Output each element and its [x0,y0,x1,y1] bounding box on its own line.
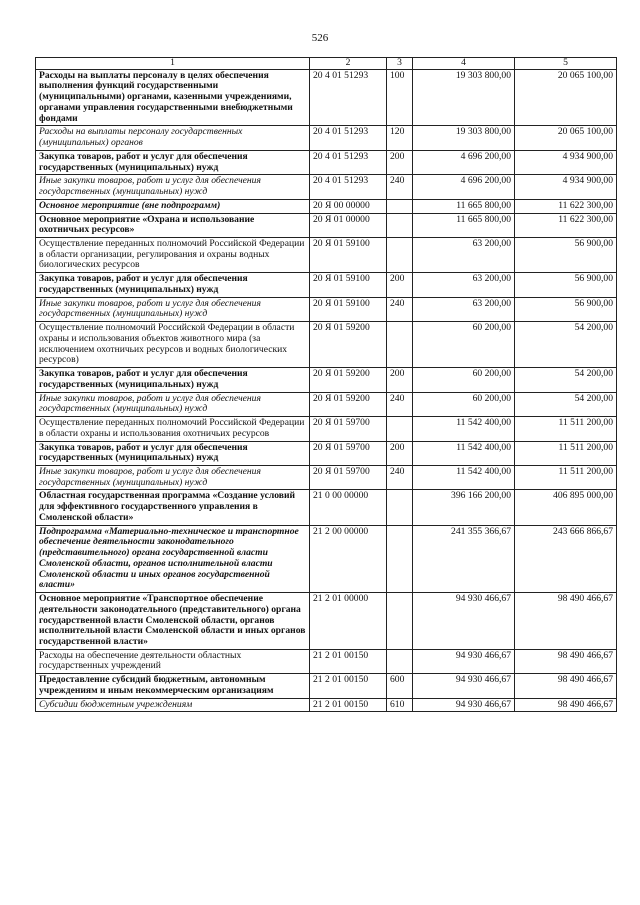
row-sum-year2-cell: 11 511 200,00 [515,465,617,489]
budget-table [35,57,617,712]
row-expense-type-cell: 200 [387,441,413,465]
row-expense-type-cell: 240 [387,465,413,489]
row-sum-year1-cell: 94 930 466,67 [413,698,515,712]
row-sum-year2-cell: 54 200,00 [515,322,617,368]
row-code-cell: 20 4 01 51293 [310,69,387,126]
row-sum-year2-cell: 54 200,00 [515,368,617,392]
row-name-cell: Осуществление переданных полномочий Российской Федерации в области охраны и использования охотничьих ресурсов [36,417,310,441]
row-name-cell: Субсидии бюджетным учреждениям [36,698,310,712]
table-row [36,175,617,199]
row-sum-year2-cell: 4 934 900,00 [515,150,617,174]
row-sum-year1-cell: 60 200,00 [413,392,515,416]
row-sum-year1-cell: 4 696 200,00 [413,150,515,174]
row-sum-year2-cell: 20 065 100,00 [515,126,617,150]
column-header-code: 2 [310,58,387,70]
row-sum-year2-cell: 4 934 900,00 [515,175,617,199]
row-expense-type-cell: 600 [387,674,413,698]
page-number: 526 [311,32,329,44]
table-row [36,593,617,650]
row-name-cell: Закупка товаров, работ и услуг для обеспечения государственных (муниципальных) нужд [36,273,310,297]
row-expense-type-cell: 240 [387,175,413,199]
row-sum-year2-cell: 54 200,00 [515,392,617,416]
column-header-sum-2: 5 [515,58,617,70]
row-expense-type-cell: 200 [387,150,413,174]
row-name-cell: Областная государственная программа «Создание условий для эффективного государственного управления в Смоленской области» [36,490,310,525]
table-row [36,199,617,213]
row-expense-type-cell [387,199,413,213]
row-code-cell: 20 Я 01 00000 [310,213,387,237]
table-row [36,525,617,592]
row-name-cell: Основное мероприятие (вне подпрограмм) [36,199,310,213]
row-code-cell: 20 Я 01 59700 [310,417,387,441]
row-expense-type-cell: 120 [387,126,413,150]
table-row [36,392,617,416]
row-sum-year1-cell: 63 200,00 [413,238,515,273]
table-row [36,490,617,525]
row-sum-year1-cell: 11 665 800,00 [413,213,515,237]
row-expense-type-cell [387,593,413,650]
row-sum-year1-cell: 11 665 800,00 [413,199,515,213]
row-sum-year1-cell: 4 696 200,00 [413,175,515,199]
row-name-cell: Основное мероприятие «Транспортное обеспечение деятельности законодательного (представительного) органа государственной власти Смоленской области, органов исполнительной власти Смоленской области и иных органов государственной власти» [36,593,310,650]
row-code-cell: 21 2 01 00150 [310,649,387,673]
row-sum-year2-cell: 56 900,00 [515,238,617,273]
row-sum-year1-cell: 19 303 800,00 [413,126,515,150]
row-sum-year2-cell: 11 511 200,00 [515,441,617,465]
row-sum-year1-cell: 11 542 400,00 [413,441,515,465]
row-expense-type-cell [387,322,413,368]
row-expense-type-cell [387,649,413,673]
row-sum-year1-cell: 94 930 466,67 [413,649,515,673]
row-sum-year2-cell: 98 490 466,67 [515,649,617,673]
row-expense-type-cell: 240 [387,392,413,416]
row-code-cell: 21 2 00 00000 [310,525,387,592]
table-row [36,417,617,441]
row-code-cell: 20 Я 01 59700 [310,441,387,465]
row-code-cell: 20 Я 01 59100 [310,297,387,321]
row-sum-year1-cell: 94 930 466,67 [413,593,515,650]
row-name-cell: Иные закупки товаров, работ и услуг для обеспечения государственных (муниципальных) нужд [36,392,310,416]
row-code-cell: 20 Я 01 59100 [310,238,387,273]
row-name-cell: Иные закупки товаров, работ и услуг для обеспечения государственных (муниципальных) нужд [36,465,310,489]
row-name-cell: Иные закупки товаров, работ и услуг для обеспечения государственных (муниципальных) нужд [36,175,310,199]
table-row [36,126,617,150]
row-name-cell: Осуществление полномочий Российской Федерации в области охраны и использования объектов животного мира (за исключением охотничьих ресурсов и водных биологических ресурсов) [36,322,310,368]
table-header-row [36,58,617,70]
row-sum-year2-cell: 98 490 466,67 [515,674,617,698]
row-sum-year1-cell: 396 166 200,00 [413,490,515,525]
row-expense-type-cell: 200 [387,368,413,392]
table-row [36,649,617,673]
table-row [36,698,617,712]
column-header-vr: 3 [387,58,413,70]
row-expense-type-cell: 100 [387,69,413,126]
row-expense-type-cell: 610 [387,698,413,712]
row-expense-type-cell: 240 [387,297,413,321]
row-code-cell: 20 4 01 51293 [310,150,387,174]
table-row [36,368,617,392]
row-sum-year2-cell: 98 490 466,67 [515,593,617,650]
table-row [36,297,617,321]
row-sum-year1-cell: 11 542 400,00 [413,417,515,441]
row-sum-year1-cell: 63 200,00 [413,273,515,297]
table-row [36,674,617,698]
row-sum-year1-cell: 11 542 400,00 [413,465,515,489]
row-code-cell: 20 Я 01 59100 [310,273,387,297]
row-name-cell: Основное мероприятие «Охрана и использование охотничьих ресурсов» [36,213,310,237]
row-sum-year2-cell: 243 666 866,67 [515,525,617,592]
row-code-cell: 20 4 01 51293 [310,175,387,199]
row-sum-year1-cell: 241 355 366,67 [413,525,515,592]
row-code-cell: 20 Я 00 00000 [310,199,387,213]
row-sum-year2-cell: 406 895 000,00 [515,490,617,525]
table-row [36,322,617,368]
row-expense-type-cell [387,238,413,273]
row-expense-type-cell [387,525,413,592]
table-row [36,465,617,489]
row-code-cell: 20 Я 01 59200 [310,392,387,416]
row-sum-year2-cell: 56 900,00 [515,297,617,321]
row-expense-type-cell [387,417,413,441]
row-expense-type-cell: 200 [387,273,413,297]
row-sum-year2-cell: 56 900,00 [515,273,617,297]
row-name-cell: Закупка товаров, работ и услуг для обеспечения государственных (муниципальных) нужд [36,368,310,392]
row-code-cell: 20 4 01 51293 [310,126,387,150]
table-row [36,69,617,126]
row-expense-type-cell [387,490,413,525]
row-sum-year1-cell: 94 930 466,67 [413,674,515,698]
row-name-cell: Осуществление переданных полномочий Российской Федерации в области организации, регулирования и охраны водных биологических ресурсов [36,238,310,273]
row-sum-year1-cell: 19 303 800,00 [413,69,515,126]
row-sum-year2-cell: 98 490 466,67 [515,698,617,712]
row-sum-year2-cell: 20 065 100,00 [515,69,617,126]
row-sum-year1-cell: 60 200,00 [413,368,515,392]
row-sum-year1-cell: 60 200,00 [413,322,515,368]
row-sum-year2-cell: 11 622 300,00 [515,213,617,237]
row-name-cell: Расходы на выплаты персоналу государственных (муниципальных) органов [36,126,310,150]
row-code-cell: 21 0 00 00000 [310,490,387,525]
row-code-cell: 21 2 01 00150 [310,698,387,712]
table-row [36,273,617,297]
row-code-cell: 20 Я 01 59200 [310,368,387,392]
row-name-cell: Закупка товаров, работ и услуг для обеспечения государственных (муниципальных) нужд [36,150,310,174]
row-sum-year2-cell: 11 622 300,00 [515,199,617,213]
row-code-cell: 20 Я 01 59200 [310,322,387,368]
row-name-cell: Предоставление субсидий бюджетным, автономным учреждениям и иным некоммерческим организациям [36,674,310,698]
table-body [36,69,617,712]
table-row [36,150,617,174]
column-header-name: 1 [36,58,310,70]
row-name-cell: Закупка товаров, работ и услуг для обеспечения государственных (муниципальных) нужд [36,441,310,465]
row-code-cell: 21 2 01 00000 [310,593,387,650]
table-row [36,441,617,465]
table-row [36,238,617,273]
row-code-cell: 21 2 01 00150 [310,674,387,698]
column-header-sum-1: 4 [413,58,515,70]
row-name-cell: Иные закупки товаров, работ и услуг для обеспечения государственных (муниципальных) нужд [36,297,310,321]
row-expense-type-cell [387,213,413,237]
table-row [36,213,617,237]
row-sum-year1-cell: 63 200,00 [413,297,515,321]
row-name-cell: Расходы на обеспечение деятельности областных государственных учреждений [36,649,310,673]
row-name-cell: Расходы на выплаты персоналу в целях обеспечения выполнения функций государственными (муниципальными) органами, казенными учреждениями, органами управления государственными внебюджетными фондами [36,69,310,126]
row-sum-year2-cell: 11 511 200,00 [515,417,617,441]
row-code-cell: 20 Я 01 59700 [310,465,387,489]
row-name-cell: Подпрограмма «Материально-техническое и транспортное обеспечение деятельности законодательного (представительного) органа государственной власти Смоленской области, органов исполнительной власти Смоленской области и иных органов государственной власти» [36,525,310,592]
